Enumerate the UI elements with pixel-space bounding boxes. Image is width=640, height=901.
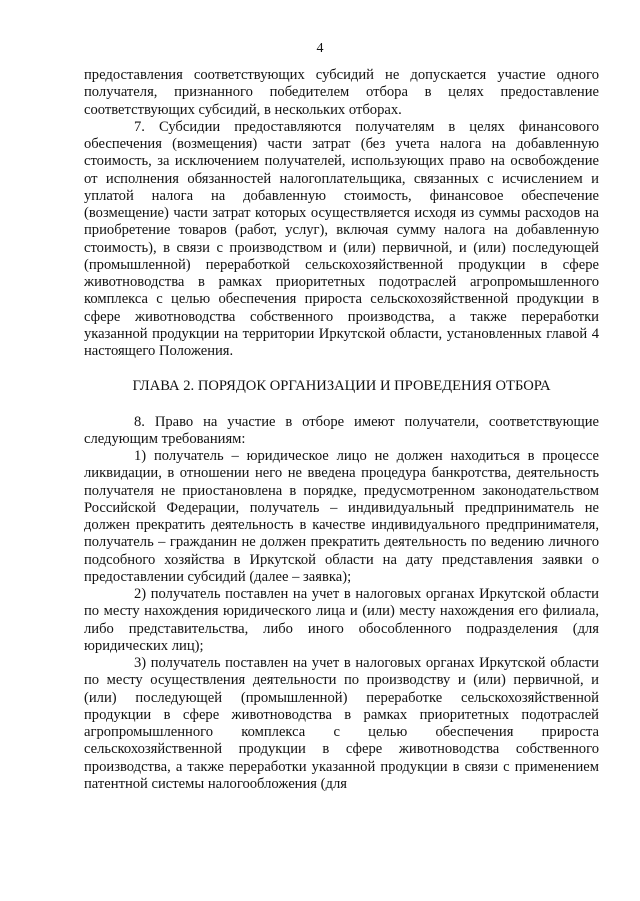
- paragraph-continuation: предоставления соответствующих субсидий не допускается участие одного получателя, признанного победителем отбора в целях предоставление соответствующих субсидий, в нескольких отборах.: [84, 67, 599, 118]
- page-number: 4: [316, 41, 324, 56]
- paragraph-8-item-1: 1) получатель – юридическое лицо не должен находиться в процессе ликвидации, в отношении него не введена процедура банкротства, деятельность получателя не приостановлена в порядке, предусмотренном законодательством Российской Федерации, получатель – индивидуальный предприниматель не должен прекратить деятельность в качестве индивидуального предпринимателя, получатель – гражданин не должен прекратить деятельность по ведению личного подсобного хозяйства в Иркутской области на дату представления заявки о предоставлении субсидий (далее – заявка);: [84, 448, 599, 585]
- paragraph-7: 7. Субсидии предоставляются получателям в целях финансового обеспечения (возмещения) части затрат (без учета налога на добавленную стоимость, за исключением получателей, использующих право на освобождение от исполнения обязанностей налогоплательщика, связанных с исчислением и уплатой налога на добавленную стоимость, финансовое обеспечение (возмещение) части затрат которых осуществляется исходя из суммы расходов на приобретение товаров (работ, услуг), включая сумму налога на добавленную стоимость), в связи с производством и (или) первичной, и (или) последующей (промышленной) переработкой сельскохозяйственной продукции в сфере животноводства в рамках приоритетных подотраслей агропромышленного комплекса с целью обеспечения прироста сельскохозяйственной продукции в сфере животноводства собственного производства, а также переработки указанной продукции на территории Иркутской области, установленных главой 4 настоящего Положения.: [84, 118, 599, 359]
- document-body: [84, 67, 599, 793]
- paragraph-8-item-2: 2) получатель поставлен на учет в налоговых органах Иркутской области по месту нахождения юридического лица и (или) месту нахождения его филиала, либо представительства, либо иного обособленного подразделения (для юридических лиц);: [84, 586, 599, 654]
- paragraph-8-item-3: 3) получатель поставлен на учет в налоговых органах Иркутской области по месту осуществления деятельности по производству и (или) первичной, и (или) последующей (промышленной) переработке сельскохозяйственной продукции в сфере животноводства в рамках приоритетных подотраслей агропромышленного комплекса с целью обеспечения прироста сельскохозяйственной продукции в сфере животноводства собственного производства, а также переработки указанной продукции в связи с применением патентной системы налогообложения (для: [84, 655, 599, 792]
- paragraph-8: 8. Право на участие в отборе имеют получатели, соответствующие следующим требованиям:: [84, 413, 599, 447]
- chapter-heading: ГЛАВА 2. ПОРЯДОК ОРГАНИЗАЦИИ И ПРОВЕДЕНИЯ ОТБОРА: [132, 378, 551, 395]
